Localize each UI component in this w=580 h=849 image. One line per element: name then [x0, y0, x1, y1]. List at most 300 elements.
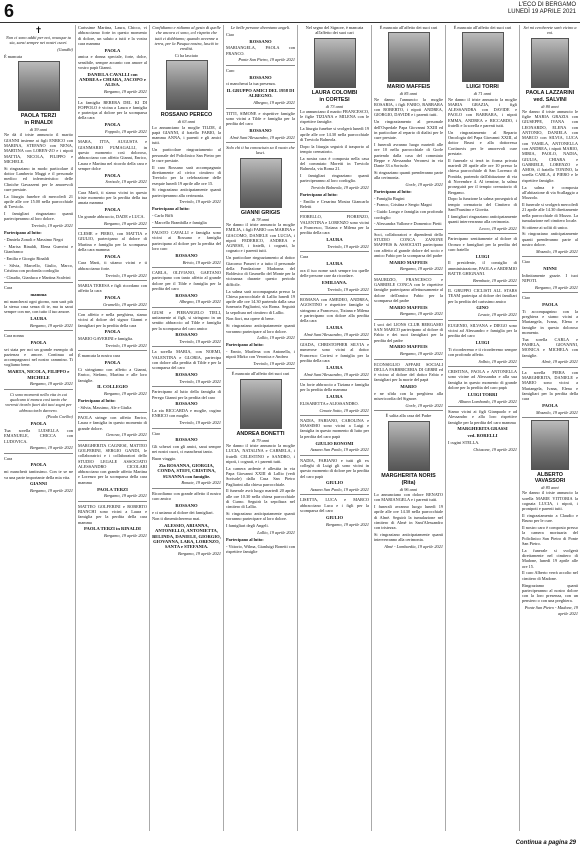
deceased-name: ROSSANO PERECO: [160, 112, 213, 119]
notice-place: Bergamo, 19 aprile 2021: [103, 391, 147, 397]
column-2: [78, 25, 147, 831]
notice-place: Treviolo, 19 aprile 2021: [327, 286, 369, 292]
notice-place: Ponte San Pietro, 19 aprile 2021: [238, 57, 295, 63]
column-6: [374, 25, 443, 831]
notice-text: Si ringraziano anticipatamente quanti vorranno partecipare al loro dolore.: [226, 323, 295, 334]
notice-text: Lo annunciano con dolore RENATO con MARIANGELA e i parenti tutti.: [374, 492, 443, 503]
signature: LAURA: [326, 324, 343, 330]
divider: [226, 108, 295, 109]
notice-place: Lecco, 19 aprile 2021: [479, 225, 517, 231]
notice-intro: Ci ha lasciato: [174, 52, 199, 58]
divider: [226, 65, 295, 66]
column-divider: [445, 25, 446, 831]
portrait-photo: [462, 32, 504, 82]
signature: PAOLA: [104, 294, 121, 300]
notice-text: La sorella MARIA, con NOEMI, VALENTINA e GLORIA, partecipa con dolore alla perdita di Tilde e per la scomparsa del caro: [152, 349, 221, 371]
participants-head: Partecipano al lutto:: [226, 342, 264, 348]
divider: [4, 330, 73, 331]
participant: - Carlo Biffi: [152, 213, 174, 219]
notice-text: Ciao: [152, 430, 161, 436]
notice-text: CRISTINA, PAOLA e ANTONELLA sono vicine ad Alessandra e alla sua famiglia in questo momento di grande dolore per la perdita del caro papà: [448, 369, 517, 391]
notice-text: EUGENIO, SILVANA e DIEGO sono vicini ad Alessandro e famiglia per la perdita del caro: [448, 322, 517, 339]
signature: PAOLA: [104, 47, 121, 53]
divider: [374, 359, 443, 360]
notice-text: Si ringraziano anticipatamente quanti vorranno partecipare al loro dolore.: [226, 511, 295, 522]
column-8: [522, 25, 578, 831]
signature: MARIO MAFFEIS: [389, 259, 428, 265]
divider: [448, 285, 517, 286]
divider: [152, 488, 221, 489]
deceased-name: MARIO MAFFEIS: [386, 84, 431, 91]
notice-text: ci mancherai la tua presenza.: [226, 81, 276, 87]
notice-text: e ci uniamo al dolore dei famigliari.: [152, 509, 214, 515]
divider: [4, 389, 73, 390]
divider: [4, 453, 73, 454]
signature: ROSSANO: [249, 38, 272, 44]
notice-text: Ti accompagnino con la preghiera e siamo vicini a Mariangela, Ivana, Elena e famiglie in questo doloroso momento.: [522, 308, 578, 335]
notice-place: Azzano San Paolo, 19 aprile 2021: [310, 447, 369, 453]
divider: [374, 319, 443, 320]
notice-place: Bergamo, 19 aprile 2021: [177, 551, 221, 557]
signature: GIULIO BONOMI: [315, 440, 354, 446]
notice-text: Il funerale si terrà in forma privata martedì 20 aprile alle ore 10 presso la chiesa parrocchiale di San Lorenzo di Pontida, partendo dall'abitazione di via di Novembre 4. Al termine, la salma proseguirà per il tempio crematorio di Bergamo.: [448, 157, 517, 195]
header-rule: [0, 22, 580, 23]
divider: [152, 267, 221, 268]
verse-author: (Gandhi): [57, 47, 73, 53]
signature: DANIELA CAVALLI con ANDREA e CHIARA, JACOPO e ALISA.: [79, 71, 146, 88]
participants-head: Partecipano al lutto:: [152, 206, 190, 212]
notice-text: I cugini STELLA.: [448, 439, 480, 445]
participants-head: Partecipano al lutto:: [226, 536, 264, 542]
signature: ROSSANO: [175, 332, 198, 338]
divider: [78, 280, 147, 281]
signature: LUIGI: [475, 339, 490, 345]
signature: PAOLA: [104, 253, 121, 259]
verse: Non ci sono addii per noi, ovunque tu sia, sarai sempre nei nostri cuori.: [6, 35, 71, 46]
deceased-age: di 71 anni: [473, 91, 492, 97]
deceased-name: PAOLA LAZZARINI: [525, 89, 575, 96]
notice-text: Il funerale avrà luogo martedì 20 aprile alle ore 10.30 nella chiesa parrocchiale di Curno. Seguirà la sepoltura nel cimitero di Lallio.: [226, 488, 295, 510]
portrait-photo: [388, 421, 430, 471]
notice-place: Lallio, 19 aprile 2021: [257, 335, 295, 341]
notice-text: Si ringraziano quanti prenderanno parte alla cerimonia.: [374, 169, 443, 181]
signature: MARIO MAFFEIS: [389, 344, 428, 350]
signature: PAOLA: [30, 339, 47, 345]
participant: - Marisa Rinaldi, Elena Guerrini e Gianfranco: [4, 243, 73, 254]
signature: GIULIO: [325, 514, 344, 520]
divider: [300, 294, 369, 295]
signature: ROSSANO: [175, 502, 198, 508]
notice-place: Treviolo, 19 aprile 2021: [327, 243, 369, 249]
verse: Ci sono momenti nella vita in cui qualcuno ti manca così tanto che vorresti tirarlo fuori dai tuoi sogni per abbracciarlo davvero.: [5, 391, 72, 413]
participants-head: Partecipano al lutto:: [78, 397, 116, 403]
column-7: [448, 25, 517, 831]
notice-text: Siamo vicini ai figli Gianpaolo e ad Alessandro e alla loro rispettive famiglie per la perdita del caro mamma: [448, 408, 517, 425]
divider: [374, 274, 443, 275]
notice-text: sei stata per noi un grande esempio di pazienza e amore. Continua ad accompagnarci nel nostro cammino. Ti vogliamo bene.: [4, 346, 73, 368]
signature: ROSSANO: [175, 401, 198, 407]
continue-link[interactable]: Continua a pagina 29: [515, 840, 576, 846]
signature: PAOLA: [30, 462, 47, 468]
deceased-age: di 79 anni: [251, 437, 270, 443]
notice-place: Bergamo, 19 aprile 2021: [103, 89, 147, 95]
portrait-photo: [240, 158, 282, 208]
notice-text: Ne danno il triste annuncio la moglie MARIA GRAZIA, i figli ALESSANDRA con DAVIDE e PAOLO con BARBARA, i nipoti EMMA, ANDREA e RICCARDO, i fratelli e la sorella e parenti tutti.: [448, 96, 517, 129]
divider: [300, 494, 369, 495]
signature: LAURA: [326, 261, 343, 267]
divider: [78, 501, 147, 502]
portrait-photo: [531, 420, 569, 470]
notice-text: MARIANGELA, PAOLA con FRANCO.: [226, 45, 295, 56]
signature: PAOLA: [30, 421, 47, 427]
cross-icon: ✝: [34, 25, 43, 35]
notice-text: È mancata la nostra cara: [78, 353, 120, 359]
notice-text: Lo annunciano il marito FRANCESCO, le figlie TIZIANA e MILENA con le rispettive famiglie.: [300, 108, 369, 125]
participant: - Silvia, Marcello, Giulio, Marco, Cristina con profonda cordoglio: [4, 262, 73, 273]
signature: ROSSANO: [175, 292, 198, 298]
notice-text: Cara Marti, ti stiamo vicini e ti abbracciamo forte.: [78, 260, 147, 271]
notice-text: Ne danno il triste annuncio la sorella MARIE VITTORIA la cognata LUCIA, i nipoti, i pronipoti e parenti tutti.: [522, 490, 578, 512]
signature: LAURA: [30, 315, 47, 321]
deceased-name-suffix: ved. SALVINI: [533, 96, 567, 103]
notice-place: Lallio, 19 aprile 2021: [257, 529, 295, 535]
divider: [152, 227, 221, 228]
notice-place: Bonate, 19 aprile 2021: [181, 480, 221, 486]
notice-text: Un forte abbraccio a Tiziana e famiglia per la perdita della mamma: [300, 381, 369, 393]
column-1: [4, 25, 73, 831]
divider: [78, 136, 147, 137]
notice-text: Il caro Alberto verrà accolto nel cimitero di Madone.: [522, 570, 578, 581]
signature: PAOLA: [542, 301, 558, 307]
divider: [448, 366, 517, 367]
notice-text: ROMANA con AMEDEO, ANDREA, AGOSTINO e rispettive famiglie si stringono a Francesco, Tiziana e Milena e partecipano con dolore alla perdita della cara: [300, 297, 369, 324]
notice-place: Solbio, 19 aprile 2021: [478, 358, 517, 364]
participant: - Vittorio, Wilma, Gianluigi Bonetti con rispettive famiglie: [226, 543, 295, 554]
signature: GIANNI: [29, 481, 48, 487]
notice-text: Tua sorella LUISELLA con EMANUELE, CHICCA con LUDOVICA.: [4, 427, 73, 444]
notice-text: Ne danno il triste annuncio la moglie EMILIA, i figli FABIO con MARINA e GIACOMO, DANIELE con LUCIA, i nipoti FEDERICO, ANDREA e AGNESE, i fratelli, i cognati, lo cognato e i parenti tutti.: [226, 221, 295, 254]
notice-place: Bergamo, 19 aprile 2021: [29, 322, 73, 328]
signature: LAURA: [326, 237, 343, 243]
column-divider: [223, 25, 224, 831]
signature: PAOLA: [104, 360, 121, 366]
deceased-name: MARGHERITA NORIS: [381, 472, 436, 479]
signature: NINNI: [543, 265, 557, 271]
participant: - Silvia, Massimo, Ale e Giulia: [78, 404, 132, 410]
divider: [522, 292, 578, 293]
deceased-age: di 85 anni: [399, 91, 418, 97]
signature: Zia ROSANNA, GIORGIA, CONDA, STEFI, CRISTINA, SUSANNA con famiglie.: [157, 463, 216, 479]
notice-text: Ringraziamo quanti parteciperanno al nostro dolore con la loro presenza, con un pensiero o con una preghiera.: [522, 582, 578, 604]
notice-place: Treviolo, 19 aprile 2021: [179, 339, 221, 345]
participant: - Claudio, Gianluca e Martina Scalvini: [4, 274, 71, 280]
deceased-name-suffix: in RINALDI: [24, 120, 53, 127]
notice-place: Almè Sant'Alessandro, 19 aprile 2021: [303, 371, 369, 377]
divider: [522, 417, 578, 418]
signature: PAOLA: [542, 402, 558, 408]
signature: IL GRUPPO AMICI DEL 1958 DI ALBEGNO.: [226, 88, 295, 99]
notice-text: Gli scherzi con gli amici, sarai sempre nei nostri cuori, ci mancherai tanto.: [152, 444, 221, 455]
notice-place: Brembate, 19 aprile 2021: [473, 277, 517, 283]
participant: - Emilia e Giorgio Rinaldi: [4, 255, 50, 261]
notice-place: Bergamo, 19 aprile 2021: [399, 266, 443, 272]
notice-text: Un ringraziamento al Reparto Oncologia del Papa Giovanni XXIII, al dottor Bruni e alla dottoressa Cortinovis per le amorevoli cure prestate.: [448, 129, 517, 157]
notice-place: Azzano San Paolo, 19 aprile 2021: [310, 487, 369, 493]
notice-text: Un ringraziamento al personale dell'Ospedale Papa Giovanni XXIII ed in particolare al reparto di dialisi per le cure prestate.: [374, 119, 443, 141]
notice-text: Con affetto e nella preghiera, siamo vicini al dolore del signor Gianni e famigliari per la perdita della cara: [78, 312, 147, 328]
notice-text: La nostra cara è composta nella casa del commiato Moretti in Treviolo Balneola, via Roma 21.: [300, 155, 369, 172]
signature: PAOLA: [104, 172, 121, 178]
notice-place: Bergamo, 19 aprile 2021: [29, 381, 73, 387]
notice-text: I famigliari ringraziano anticipatamente quanti interverranno alla cerimonia.: [448, 213, 517, 225]
column-divider: [75, 25, 76, 831]
signature: PAOLA: [104, 207, 121, 213]
notice-text: ora il tuo nome sarà sempre tra quelle delle persone care da ricordare.: [300, 267, 369, 279]
divider: [522, 367, 578, 368]
notice-place: Albano Lombardo, 19 aprile 2021: [458, 398, 517, 404]
notice-text: Il funerale si svolgerà mercoledì 21 aprile alle 14.30 direttamente nella parrocchiale di Mozzo. La tumulazione nel cimitero locale.: [522, 201, 578, 223]
paper-date: LUNEDÌ 19 APRILE 2021: [507, 9, 576, 15]
notice-text: La liturgia funebre di mercoledì 21 aprile alle ore 15.00 nella parrocchiale di Treviolo.: [4, 193, 73, 210]
deceased-name: LUIGI TORRI: [466, 84, 499, 91]
notice-place: Treviolo Balneola, 19 aprile 2021: [310, 185, 369, 191]
participants-head: Partecipano al lutto:: [300, 192, 338, 198]
column-divider: [519, 25, 520, 831]
paper-name: L'ECO DI BERGAMO: [518, 2, 576, 8]
notice-text: ECONSIGLIO AFFARI SOCIALI DELLA FABBRICERIA DI GERBI ed è vicino al dolore del dottor Fabio e famigliari per la morte del papà: [374, 361, 443, 383]
notice-place: Levate, 19 aprile 2021: [478, 312, 517, 318]
notice-place: Bergamo, 19 aprile 2021: [29, 488, 73, 494]
notice-text: NADIA, FABIANO e tutti gli ex colleghi di Luigi gli sono vicini in questo momento di dolore per la perdita del caro papà: [300, 457, 369, 479]
notice-text: Infinitamente grazie. I tuoi NIPOTI.: [522, 272, 578, 283]
notice-text: Le belle persone diventano angeli.: [230, 25, 291, 30]
notice-text: Dopo la funzione la salma proseguirà al tempio crematorio del Cimitero di Sant'Faustino e Giovita.: [448, 196, 517, 213]
divider: [152, 386, 221, 387]
notice-text: CARLA, OLIVIANO, GAETANO partecipano con tanto affetto al grande dolore per il Tilde e famiglia per la perdita del caro: [152, 269, 221, 291]
portrait-photo: [240, 379, 282, 429]
notice-place: Almè Sant'Alessandro, 19 aprile 2021: [229, 134, 295, 140]
notice-text: La funerale si svolgerà direttamente nel cimitero di Madone, lunedì 19 aprile alle ore 15.: [522, 547, 578, 569]
notice-intro: È mancato all'affetto dei suoi cari: [379, 25, 438, 30]
notice-text: Ne danno il triste annuncio le figlie MARIA GRAZIA con GIUSEPPE, IVANA con LEONARDO, ELENA con ANTONIO, DANIELA con MARCO con SILVIA, LUCA con YAMILA, ANTONELLA con ANDREA, i nipoti MARIO, MIRIA, PAOLO, NADIA, GIULIA, CHIARA e GABRIELE, LORENZO e AMOS, il fratello TONINO, la sorella CARLA, il PIERO e le rispettive famiglie.: [522, 108, 578, 183]
notice-place: Almè - Lombardia, 19 aprile 2021: [384, 544, 443, 550]
portrait-photo: [18, 61, 60, 111]
notice-text: Caro: [226, 67, 235, 73]
notice-text: I funerali avranno luogo martedì alle ore 10 nella parrocchiale di Gorle partendo dalla casa del commiato Beppe e Alessandra Veronesi in via Dante 33 a Sorisole.: [374, 141, 443, 169]
column-4: [226, 25, 295, 831]
notice-place: Bergamo, 19 aprile 2021: [399, 351, 443, 357]
notice-text: I famigliari ringraziano quanti parteciperanno al loro cordoglio.: [300, 173, 369, 184]
signature: LAURA: [326, 364, 343, 370]
notice-intro: Sei mi cercherete sarò vicino a voi.: [523, 25, 577, 36]
deceased-name: ALBERTO VAVASSORI: [534, 472, 566, 485]
divider: [152, 346, 221, 347]
notice-place: Bergamo, 19 aprile 2021: [29, 445, 73, 451]
notice-text: Si ottiene ai soliti di unico.: [522, 224, 569, 230]
signature: MARTA, NICOLA, FILIPPO e MICHELE: [7, 369, 70, 380]
notice-place: Treviolo, 19 aprile 2021: [179, 378, 221, 384]
divider: [78, 412, 147, 413]
notice-text: La famiglia BERERA DEL KI DI FOPPOLO è vicina a Laura e famiglia e partecipa al dolore per la scomparsa della cara: [78, 99, 147, 121]
divider: [448, 233, 517, 234]
signature: PAOLA TERZI in RINALDI: [84, 526, 141, 532]
notice-text: MAURIZIO, FRANCESCO e GABRIELE CONCA con le rispettive famiglie partecipano affettuosamente al dolore dell'amico Fabio per la scomparsa del padre: [374, 276, 443, 303]
signature: IL COLLEGIO: [97, 384, 128, 390]
notice-text: Carissime Martina, Laura, Chicco, vi abbracciamo forte in questo momento di dolore, un saluto a tutti e la vostra cara mamma: [78, 25, 147, 46]
notice-text: Un grande abbraccio, DADE e LUCA.: [78, 213, 145, 219]
notice-intro: È mancata: [4, 53, 23, 59]
notice-intro: Nel segno del Signore, è mancata all'affetto dei suoi cari: [305, 25, 364, 36]
column-3: [152, 25, 221, 831]
notice-text: Un particolare ringraziamento al personale del Policlinico San Pietro per le cure prestate.: [152, 147, 221, 163]
signature: GINO: [476, 305, 489, 311]
participant: - Emilio e Cesarina Mostra Giancarlo Beletti: [300, 198, 369, 210]
signature: LUIGI TORRI: [467, 391, 498, 397]
participant: - Guido Longo e famiglia con profondo cordoglio: [374, 209, 443, 220]
deceased-age: di 78 anni: [251, 216, 270, 222]
notice-text: PAOLA stringe con affetto Enrico, Laura e famiglia in questo momento di grande dolore.: [78, 415, 147, 431]
signature: LAURA: [326, 393, 343, 399]
notice-text: Partecipano sentitamente al dolore di Oronzo e famigliari per la perdita del caro fratello: [448, 236, 517, 252]
notice-text: Si ringraziano anticipatamente quanti interverranno alla cerimonia.: [374, 532, 443, 543]
notice-place: Cenate Sotto, 19 aprile 2021: [319, 407, 369, 413]
participant: - Daniela Zonoli e Massimo Negri: [4, 236, 64, 242]
column-divider: [297, 25, 298, 831]
notice-intro: È mancato all'affetto dei suoi cari: [453, 25, 512, 30]
deceased-age: di 59 anni: [29, 127, 48, 133]
column-divider: [371, 25, 372, 831]
notice-text: La salma sarà accompagnata presso la Chiesa parrocchiale di Lallio lunedì 19 aprile alle ore 14.30 partendo dalla casa funeraria Pagliarini, via Roma. Seguirà la sepoltura nel cimitero di Lallio.: [226, 288, 295, 315]
notice-text: FAUSTO CAVALLI e famiglia sono vicini ai Rossano e famiglia partecipano al dolore per la perdita del loro caro: [152, 230, 221, 252]
notice-text: La camera ardente è allestita in via Papa Giovanni XXIII di Lallio (vedi Sorisole) dalla Casa San Pietro Pagliarini alla chiesa parrocchiale.: [226, 465, 295, 487]
participants-head: Partecipano al lutto:: [4, 230, 42, 236]
notice-text: Cara Martì, ti siamo vicini in questo triste momento per la perdita della tua amata mamma: [78, 189, 147, 206]
paper-info: [508, 2, 576, 16]
notice-place: Treviolo, 19 aprile 2021: [105, 272, 147, 278]
notice-place: Gorle, 19 aprile 2021: [405, 182, 443, 188]
notice-intro: Solo chi ti ha conosciuto sa il vuoto che lasci.: [226, 145, 295, 156]
notice-text: La zia RICCARDA e moglie, cugino ENRICO con moglie.: [152, 408, 221, 419]
notice-text: ELISABETTA e ALESSANDRO.: [300, 400, 359, 406]
notice-text: I famigliari ringraziano quanti parteciperanno al loro dolore.: [4, 211, 73, 222]
participant: - Franco, Cristina e Sergio Magni: [374, 202, 432, 208]
notice-place: Gorle, 19 aprile 2021: [405, 403, 443, 409]
divider: [152, 428, 221, 429]
signature: LUIGI: [475, 253, 490, 259]
divider: [226, 142, 295, 143]
notice-text: LISETTA, LUCA e MARCO abbracciano Luca e i figli per la scomparsa del caro: [300, 497, 369, 513]
notice-text: GIUSI e PIERANGELO TIELI, unitamente ai figli, si stringono in un sentito abbraccio ad Tilde e famiglia per la scomparsa del caro amico: [152, 309, 221, 331]
notice-text: Un particolare ringraziamento al dottor Giacomo Passeri e a tutto il personale della Fondazione Madonna del Boldesico di Grumello del Monte per la vicinanza durante questo periodo difficile.: [226, 255, 295, 287]
notice-place: Treviolo, 19 aprile 2021: [179, 420, 221, 426]
notice-intro: È mancato all'affetto dei suoi cari: [231, 371, 290, 377]
notice-text: FIORELLO, FIORENZO, VALENTINA e LORENZO sono vicini a Francesco, Tiziana e Milena per la perdita della cara: [300, 214, 369, 236]
signature: MARIO MAFFEIS: [389, 304, 428, 310]
notice-text: NADIA, FABIANO, CAROLINA e MASSIMO sono vicini a Luigi e famiglia in questo momento di lutto per la perdita del caro papà: [300, 417, 369, 439]
notice-text: Ciao: [522, 259, 531, 265]
deceased-name: ANDREA BONETTI: [236, 430, 285, 437]
notice-text: Si ringraziano anticipatamente quanti prenderanno parte al nostro dolore.: [522, 231, 578, 248]
notice-place: Grumello, 19 aprile 2021: [103, 301, 147, 307]
signature: GIULIO: [325, 480, 344, 486]
page-footer: [0, 835, 580, 849]
deceased-name-suffix: in CORTESI: [319, 96, 350, 103]
notice-place: Treviolo, 19 aprile 2021: [179, 199, 221, 205]
signature: PAOLA TERZI: [97, 486, 128, 492]
notice-text: MARA, ITTA, AUGUSTA e GIANMARIO FUMAGALLI, in questo momento così doloroso, abbracciano con affetto Gianni, Enrico, Laura e Martina nel ricordo della cara e sempre dolce: [78, 139, 147, 171]
signature: ROSSANO: [249, 127, 272, 133]
notice-text: e ne sfida con la preghiera alla misericordia del Signore.: [374, 391, 443, 402]
notice-text: MARGHERITA CAGNESI, MATTEO GOLFERINI, SERGIO GANDI, le collaboratrici e i collaboratori dello STUDIO LEGALE ASSOCIATO ALESSANDRO CICOLARI abbracciano con grande affetto Martina e Lorenzo per la scomparsa della cara mamma: [78, 442, 147, 485]
notice-text: mi mancherà tantissimo. Con te se ne va una parte importante della mia vita.: [4, 469, 73, 480]
notice-text: Ne danno l'annuncio la moglie ROSARIA, i figli FABIO, BARBARA con ROBERTO, i nipoti ANDREA, GIORGIO, DAVIDE e i parenti tutti.: [374, 96, 443, 118]
notice-text: I soci del LIONS CLUB BERGAMO SAN MARCO partecipano al dolore di Fabio e dei suoi famigliari per la perdita del padre: [374, 321, 443, 343]
deceased-age: di 73 anni: [325, 103, 344, 109]
divider: [448, 320, 517, 321]
notice-text: La salma è composta all'abitazione di via Scallaggio a Mozzolo.: [522, 184, 578, 201]
divider: [78, 350, 147, 351]
notice-place: Bergamo, 19 aprile 2021: [103, 493, 147, 499]
signature: ROSSANO: [175, 372, 198, 378]
deceased-age: di 63 anni: [177, 119, 196, 125]
deceased-name: PAOLA TERZI: [20, 113, 57, 120]
notice-text: Ci stringiamo con affetto a Gianni, Enrico, Stefano, Martina e alle loro famiglie.: [78, 366, 147, 383]
signature: PAOLA: [104, 329, 121, 335]
notice-place: Sorisole, 19 aprile 2021: [105, 179, 147, 185]
deceased-name: LAURA COLOMBI: [311, 89, 358, 96]
deceased-age: di 85 anni: [541, 485, 559, 491]
deceased-age: di 80 anni: [541, 103, 559, 109]
notice-text: IL GRUPPO CICLISTI ALL STARS TEAM partecipa al dolore dei familiari per la perdita del carissimo amico: [448, 288, 517, 304]
divider: [374, 229, 443, 230]
notice-text: Non ti dimenticheremo mai.: [152, 516, 201, 522]
divider: [374, 410, 443, 411]
participant: - Famiglia Bugini: [374, 195, 405, 201]
notice-place: Treviolo, 19 aprile 2021: [105, 343, 147, 349]
notice-intro: È salita alla casa del Padre: [385, 413, 432, 419]
notice-text: Ti ricorderemo e ti ricorderemo sempre con profondo affetto.: [448, 346, 517, 358]
notice-text: I famigliari degli Angeli.: [226, 523, 269, 529]
signature: MARGHERITA GRASSI: [457, 426, 508, 432]
divider: [78, 309, 147, 310]
divider: [78, 440, 147, 441]
divider: [4, 282, 73, 283]
notice-place: Bergamo, 19 aprile 2021: [103, 220, 147, 226]
notice-text: MATTEO GOLFERINI e ROBERTO BIANCHI sono vicini a Laura e famiglia per la perdita della cara mamma: [78, 503, 147, 525]
notice-text: GIADA, CHRISTOPHER SILVIA e numerose sono vicini al dottor Francesco Cortesi e famiglia per la perdita della cara: [300, 342, 369, 363]
participant: - Alessandra Vallone e Domenico Pietti: [374, 221, 442, 227]
notice-place: Ponte San Pietro - Madone, 19 aprile 2021: [524, 605, 578, 616]
notice-place: Genova, 19 aprile 2021: [106, 432, 147, 438]
notice-place: Treviolo, 19 aprile 2021: [31, 223, 73, 229]
portrait-photo: [166, 60, 208, 110]
verse-author: (Paulo Coelho): [46, 414, 73, 420]
notice-text: Si ringraziano anticipatamente quanti parteciperanno alla cerimonia.: [152, 187, 221, 198]
notice-place: Bergamo, 19 aprile 2021: [399, 311, 443, 317]
notice-text: CLEME e PIERO, con MATTIA e GIULIO, partecipano al dolore di Martina e famiglia per la scomparsa della cara mamma: [78, 231, 147, 252]
notice-text: Ne danno il triste annuncio la moglie LUCIA, NATALINA e CARMELA, i fratelli CELESTINO e SANDRO, i nipoti, i cognati, e i parenti tutti.: [226, 442, 295, 464]
portrait-photo: [388, 32, 430, 82]
notice-text: Ciao: [522, 295, 531, 301]
notice-place: Mozzolo, 19 aprile 2021: [535, 248, 578, 254]
page-header: [0, 0, 580, 26]
notice-place: Foppolo, 19 aprile 2021: [104, 129, 147, 135]
notice-text: Ciao: [226, 31, 235, 37]
signature: ALESSIO, ARIANNA, ANTONELLO, ANTONIETTA, BELINDA, DANIELE, GIORGIO, GIOVANNA, LARA, LORENZO, SANTA e STEFANIA.: [152, 523, 221, 550]
notice-text: Tua sorella CARLA e PAMELA, GIOVANNI, MONICA e MICHELA con famiglie.: [522, 336, 578, 358]
notice-text: Si ringraziano in modo particolare il dottor Lamberto Maggi e il personale medico ed infermieristico delle Cliniche Gavazzeni per le amorevoli cure prestate.: [4, 165, 73, 192]
signature: EMILIANA.: [321, 279, 348, 285]
